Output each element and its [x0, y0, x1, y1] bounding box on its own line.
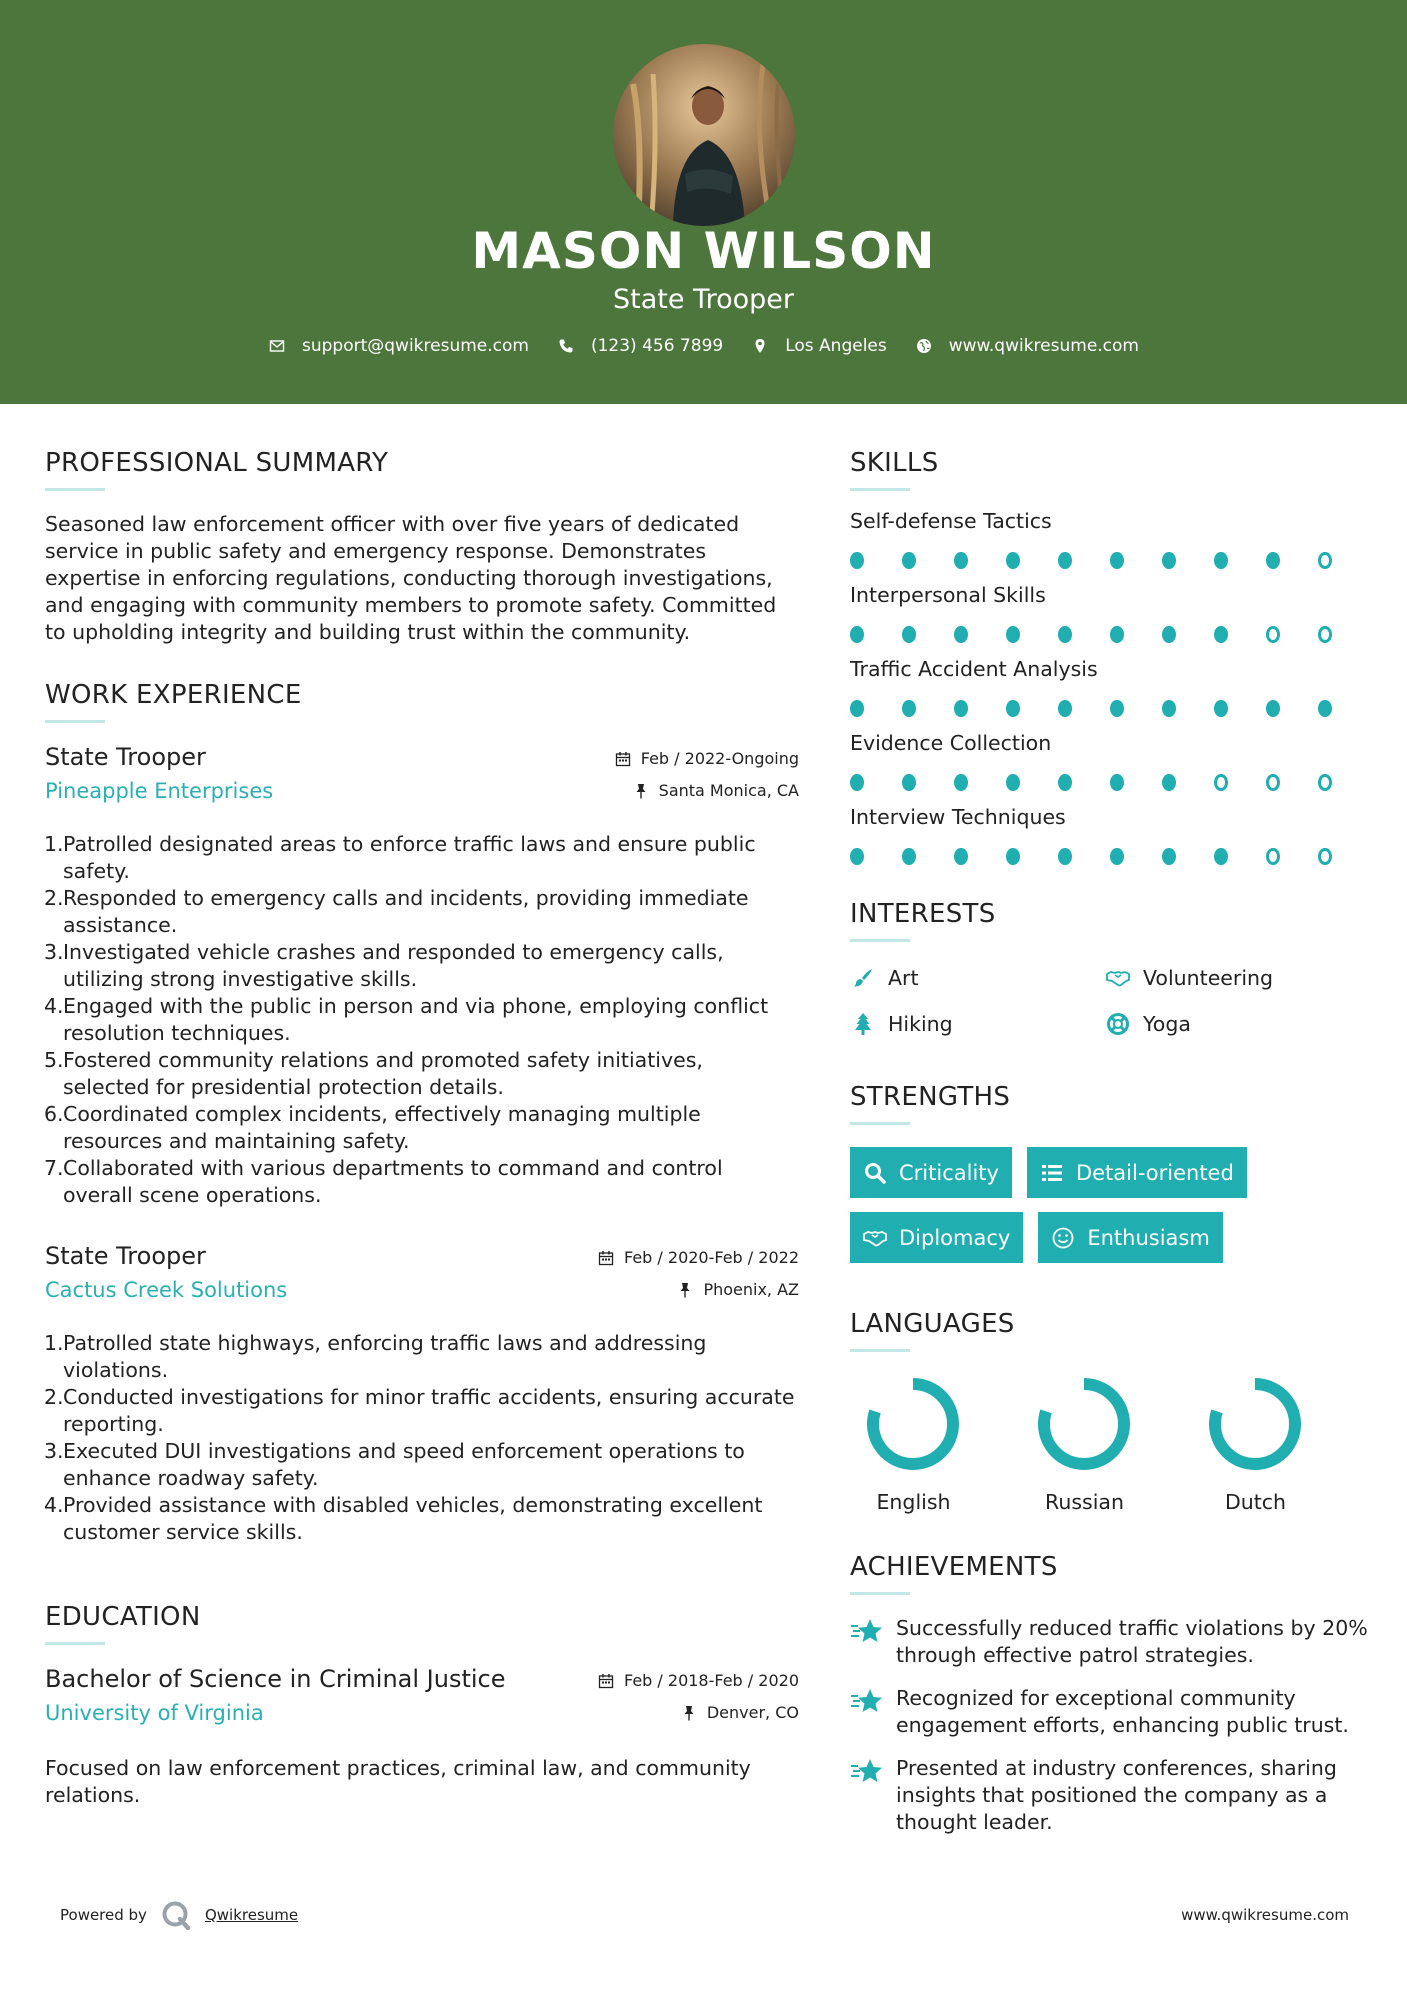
rating-dot-filled: [1058, 626, 1072, 643]
section-divider: [45, 720, 105, 723]
rating-dot-filled: [1006, 626, 1020, 643]
rating-dot-filled: [1110, 552, 1124, 569]
left-column: [44, 448, 799, 1809]
interests-heading: INTERESTS: [850, 899, 996, 929]
rating-dot-filled: [850, 700, 864, 717]
language-proficiency-ring: [865, 1376, 961, 1472]
job-duties: [45, 831, 795, 1209]
rating-dot-filled: [954, 700, 968, 717]
language-proficiency-ring: [1036, 1376, 1132, 1472]
skill-name: Interview Techniques: [850, 805, 1066, 829]
contact-phone[interactable]: [557, 336, 723, 356]
rating-dot-filled: [1058, 848, 1072, 865]
contact-email[interactable]: [268, 336, 529, 356]
education-description: Focused on law enforcement practices, criminal law, and community relations.: [45, 1756, 751, 1807]
lifebuoy-icon: [1105, 1012, 1131, 1036]
duty-item: 3. Investigated vehicle crashes and responded to emergency calls, utilizing strong investigative skills.: [44, 940, 724, 991]
job-location-text: Santa Monica, CA: [658, 781, 799, 800]
skill-rating: [850, 833, 1370, 879]
strength-tag: Detail-oriented: [1027, 1147, 1247, 1198]
rating-dot-filled: [850, 848, 864, 865]
contact-website[interactable]: [915, 336, 1139, 356]
qwikresume-logo-icon: [161, 1900, 191, 1930]
rating-dot-filled: [902, 848, 916, 865]
contact-location: [751, 336, 887, 356]
contact-website-text: www.qwikresume.com: [948, 336, 1139, 356]
skill-name: Self-defense Tactics: [850, 509, 1052, 533]
interest-item: Yoga: [1105, 1012, 1360, 1036]
job-entry: [44, 743, 799, 1209]
achievement-item: Recognized for exceptional community engagement efforts, enhancing public trust.: [850, 1685, 1370, 1739]
proficiency-arc: [873, 1384, 953, 1464]
rating-dot-filled: [1110, 700, 1124, 717]
rating-dot-filled: [1058, 552, 1072, 569]
languages-section: [850, 1309, 1370, 1514]
rating-dot-filled: [1214, 700, 1228, 717]
language-proficiency-ring: [1207, 1376, 1303, 1472]
languages-list: [850, 1376, 1370, 1514]
skill-name: Traffic Accident Analysis: [850, 657, 1098, 681]
job-location: [677, 1280, 799, 1299]
duty-item: 4. Engaged with the public in person and via phone, employing conflict resolution techniques.: [44, 994, 769, 1045]
contact-email-text: support@qwikresume.com: [302, 336, 529, 356]
rating-dot-filled: [1006, 700, 1020, 717]
education-section: [45, 1602, 799, 1809]
search-icon: [863, 1161, 887, 1185]
skill-item: [850, 509, 1370, 583]
rating-dot-empty: [1266, 626, 1280, 643]
degree-title: Bachelor of Science in Criminal Justice: [45, 1665, 506, 1693]
rating-dot-filled: [902, 552, 916, 569]
rating-dot-filled: [1006, 848, 1020, 865]
strengths-section: [850, 1082, 1370, 1277]
skill-name: Interpersonal Skills: [850, 583, 1046, 607]
paintbrush-icon: [850, 966, 876, 990]
profile-photo: [613, 44, 795, 226]
duty-item: 2. Conducted investigations for minor traffic accidents, ensuring accurate reporting.: [44, 1385, 795, 1436]
duty-item: 2. Responded to emergency calls and incidents, providing immediate assistance.: [44, 886, 749, 937]
skill-rating: [850, 685, 1370, 731]
brand-link[interactable]: Qwikresume: [204, 1906, 299, 1924]
handshake-icon: [863, 1226, 887, 1250]
duty-item: 1. Patrolled designated areas to enforce traffic laws and ensure public safety.: [44, 832, 756, 883]
contact-location-text: Los Angeles: [785, 336, 887, 356]
skill-rating: [850, 537, 1370, 583]
job-company: Pineapple Enterprises: [45, 779, 274, 803]
job-date-text: Feb / 2022-Ongoing: [640, 749, 799, 768]
skill-item: [850, 805, 1370, 879]
duty-item: 7. Collaborated with various departments to command and control overall scene operations.: [44, 1156, 723, 1207]
job-location-text: Phoenix, AZ: [703, 1280, 799, 1299]
globe-icon: [915, 337, 933, 355]
job-date-text: Feb / 2020-Feb / 2022: [624, 1248, 799, 1267]
job-header: [45, 743, 799, 817]
rating-dot-filled: [1214, 552, 1228, 569]
powered-by-label: Powered by: [60, 1906, 147, 1924]
job-title: State Trooper: [45, 1242, 206, 1270]
rating-dot-filled: [1058, 774, 1072, 791]
rating-dot-filled: [1266, 552, 1280, 569]
calendar-icon: [615, 751, 631, 767]
job-date: [598, 1248, 799, 1267]
section-divider: [850, 488, 910, 491]
right-column: [850, 448, 1370, 1836]
rating-dot-empty: [1318, 848, 1332, 865]
job-duties: [45, 1330, 795, 1546]
rating-dot-filled: [1162, 848, 1176, 865]
rating-dot-filled: [1266, 700, 1280, 717]
language-item: [1192, 1376, 1363, 1514]
section-divider: [850, 1592, 910, 1595]
duty-item: 5. Fostered community relations and promoted safety initiatives, selected for presidential protection details.: [44, 1048, 703, 1099]
language-name: Dutch: [1224, 1490, 1287, 1514]
strengths-list: [850, 1147, 1370, 1277]
list-icon: [1040, 1161, 1064, 1185]
tree-icon: [850, 1012, 876, 1036]
language-name: Russian: [1045, 1490, 1124, 1514]
rating-dot-filled: [954, 774, 968, 791]
job-title: State Trooper: [45, 743, 206, 771]
education-header: [45, 1665, 799, 1739]
rating-dot-filled: [1110, 848, 1124, 865]
rating-dot-filled: [1006, 774, 1020, 791]
pushpin-icon: [677, 1282, 693, 1298]
pushpin-icon: [681, 1705, 697, 1721]
skill-name: Evidence Collection: [850, 731, 1052, 755]
star-icon: [850, 1687, 884, 1717]
smile-icon: [1051, 1226, 1075, 1250]
section-divider: [850, 1122, 910, 1125]
interests-list: [850, 966, 1370, 1036]
achievement-item: Presented at industry conferences, sharing insights that positioned the company as a thought leader.: [850, 1755, 1370, 1836]
rating-dot-filled: [850, 552, 864, 569]
strength-tag: Enthusiasm: [1038, 1212, 1222, 1263]
calendar-icon: [598, 1673, 614, 1689]
achievements-list: [850, 1615, 1370, 1836]
envelope-icon: [268, 337, 286, 355]
rating-dot-filled: [1162, 552, 1176, 569]
skill-item: [850, 731, 1370, 805]
resume-header: [0, 0, 1407, 404]
education-location: [681, 1703, 799, 1722]
achievements-heading: ACHIEVEMENTS: [850, 1552, 1058, 1582]
rating-dot-filled: [850, 626, 864, 643]
rating-dot-filled: [1162, 626, 1176, 643]
duty-item: 4. Provided assistance with disabled vehicles, demonstrating excellent customer service skills.: [44, 1493, 763, 1544]
section-divider: [850, 939, 910, 942]
job-entry: [44, 1242, 799, 1546]
profile-photo-image: [613, 44, 795, 226]
rating-dot-filled: [1214, 848, 1228, 865]
strengths-heading: STRENGTHS: [850, 1082, 1011, 1112]
rating-dot-empty: [1318, 626, 1332, 643]
star-icon: [850, 1757, 884, 1787]
star-icon: [850, 1617, 884, 1647]
skill-item: [850, 583, 1370, 657]
summary-section: [45, 448, 795, 646]
rating-dot-filled: [850, 774, 864, 791]
handshake-icon: [1105, 966, 1131, 990]
section-divider: [45, 1642, 105, 1645]
interest-item: Hiking: [850, 1012, 1105, 1036]
languages-heading: LANGUAGES: [850, 1309, 1015, 1339]
experience-heading: WORK EXPERIENCE: [45, 680, 302, 710]
rating-dot-empty: [1318, 774, 1332, 791]
rating-dot-empty: [1266, 848, 1280, 865]
rating-dot-filled: [902, 774, 916, 791]
section-divider: [45, 488, 105, 491]
rating-dot-filled: [1058, 700, 1072, 717]
rating-dot-filled: [1162, 700, 1176, 717]
achievement-item: Successfully reduced traffic violations by 20% through effective patrol strategies.: [850, 1615, 1370, 1669]
job-location: [633, 781, 799, 800]
education-date-text: Feb / 2018-Feb / 2020: [624, 1671, 799, 1690]
rating-dot-filled: [954, 552, 968, 569]
calendar-icon: [598, 1250, 614, 1266]
rating-dot-filled: [902, 700, 916, 717]
rating-dot-filled: [1006, 552, 1020, 569]
language-name: English: [876, 1490, 951, 1514]
phone-icon: [557, 337, 575, 355]
proficiency-arc: [1215, 1384, 1295, 1464]
strength-tag: Diplomacy: [850, 1212, 1023, 1263]
duty-item: 3. Executed DUI investigations and speed enforcement operations to enhance roadway safety.: [44, 1439, 745, 1490]
education-heading: EDUCATION: [45, 1602, 201, 1632]
rating-dot-filled: [902, 626, 916, 643]
education-date: [598, 1671, 799, 1690]
footer-powered-by: [60, 1900, 298, 1930]
pushpin-icon: [633, 783, 649, 799]
summary-heading: PROFESSIONAL SUMMARY: [45, 448, 389, 478]
summary-text: Seasoned law enforcement officer with over five years of dedicated service in public safety and emergency response. Demonstrates expertise in enforcing regulations, conducting thorough investigations, and engaging with community members to promote safety. Committed to upholding integrity and building trust within the community.: [45, 512, 777, 644]
experience-section: [44, 680, 799, 1546]
contact-bar: [0, 336, 1407, 356]
rating-dot-empty: [1318, 552, 1332, 569]
map-pin-icon: [751, 337, 769, 355]
job-company: Cactus Creek Solutions: [45, 1278, 288, 1302]
skill-item: [850, 657, 1370, 731]
strength-tag: Criticality: [850, 1147, 1012, 1198]
school-name: University of Virginia: [45, 1701, 264, 1725]
duty-item: 1. Patrolled state highways, enforcing traffic laws and addressing violations.: [44, 1331, 707, 1382]
duty-item: 6. Coordinated complex incidents, effectively managing multiple resources and maintaining safety.: [44, 1102, 701, 1153]
rating-dot-filled: [1214, 626, 1228, 643]
interest-item: Volunteering: [1105, 966, 1360, 990]
job-header: [45, 1242, 799, 1316]
rating-dot-empty: [1214, 774, 1228, 791]
candidate-title: State Trooper: [613, 284, 794, 315]
contact-phone-text: (123) 456 7899: [590, 336, 724, 356]
candidate-name: MASON WILSON: [471, 222, 936, 280]
skills-list: [850, 509, 1370, 879]
rating-dot-empty: [1266, 774, 1280, 791]
skill-rating: [850, 759, 1370, 805]
rating-dot-filled: [954, 848, 968, 865]
skills-section: [850, 448, 1370, 879]
rating-dot-filled: [1110, 626, 1124, 643]
job-date: [615, 749, 799, 768]
skills-heading: SKILLS: [850, 448, 939, 478]
achievements-section: [850, 1552, 1370, 1836]
rating-dot-filled: [1318, 700, 1332, 717]
skill-rating: [850, 611, 1370, 657]
interests-section: [850, 899, 1370, 1036]
footer-url[interactable]: www.qwikresume.com: [1181, 1906, 1349, 1924]
rating-dot-filled: [954, 626, 968, 643]
rating-dot-filled: [1162, 774, 1176, 791]
interest-item: Art: [850, 966, 1105, 990]
rating-dot-filled: [1110, 774, 1124, 791]
education-location-text: Denver, CO: [706, 1703, 799, 1722]
section-divider: [850, 1349, 910, 1352]
proficiency-arc: [1044, 1384, 1124, 1464]
